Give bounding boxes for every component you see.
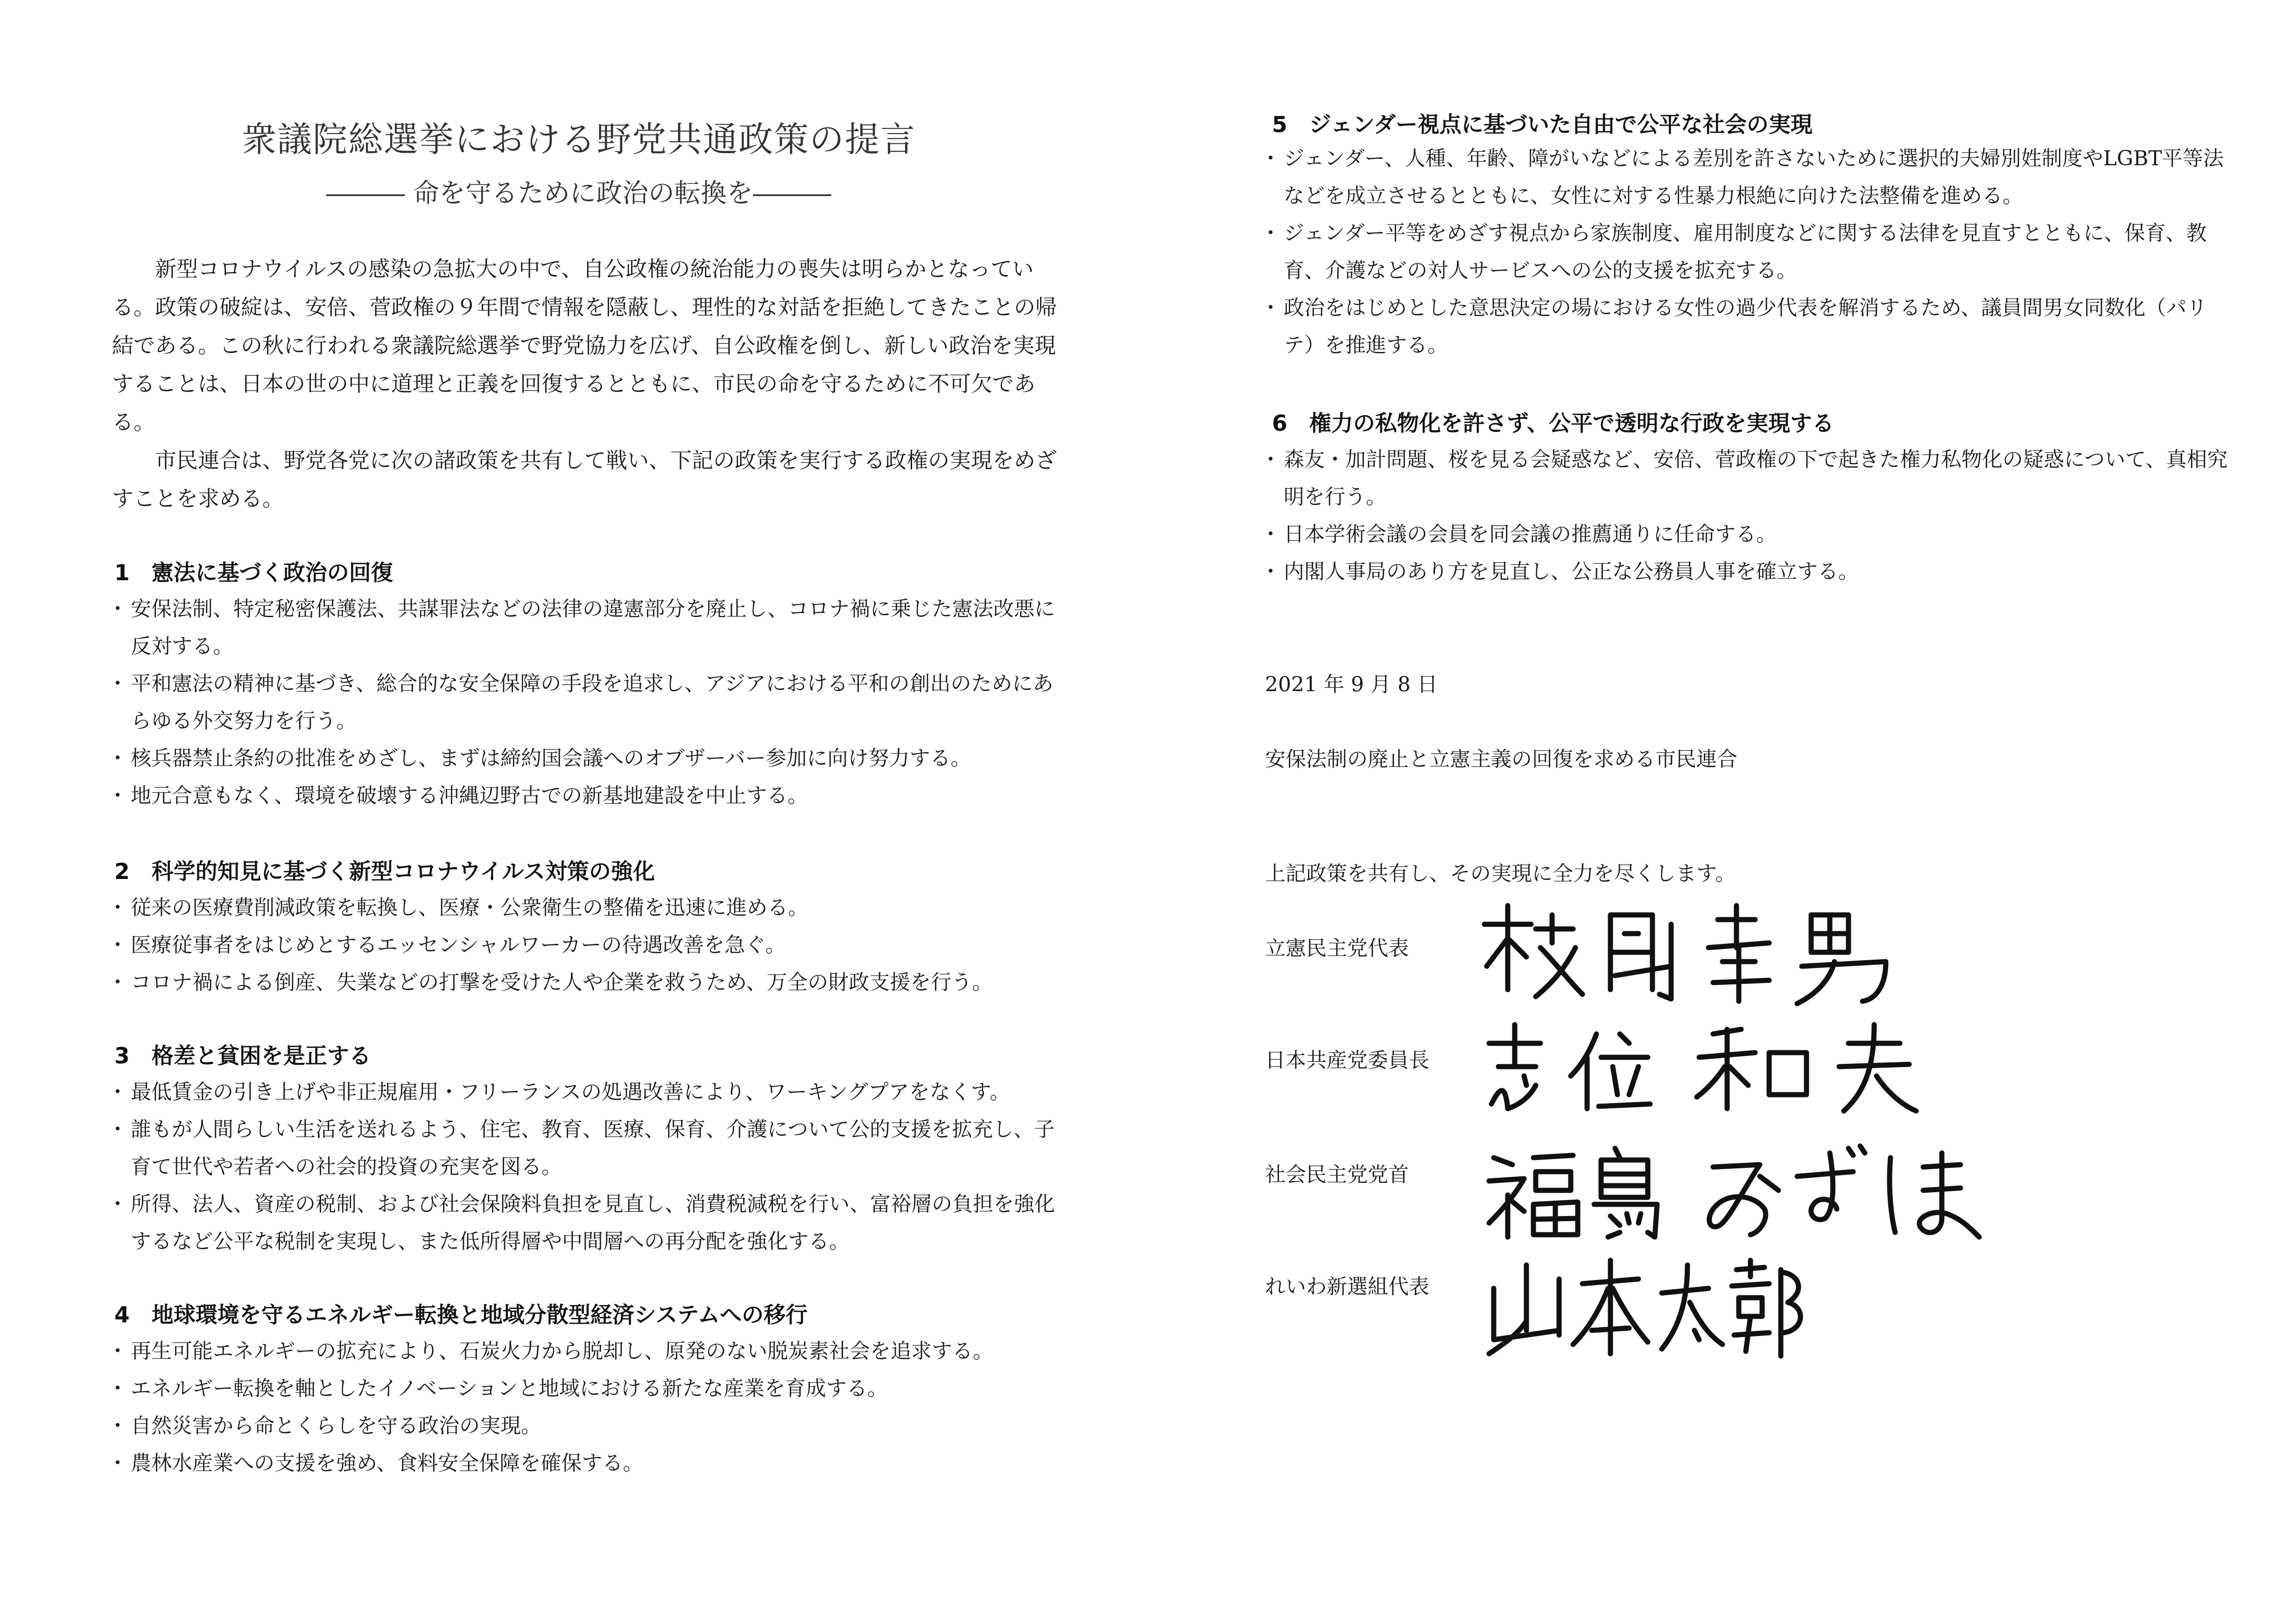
party-label-cdp: 立憲民主党代表: [1265, 936, 1409, 960]
section-4-heading: 4 地球環境を守るエネルギー転換と地域分散型経済システムへの移行: [114, 1302, 808, 1328]
list-item: ・ 自然災害から命とくらしを守る政治の実現。: [107, 1407, 1069, 1445]
signature-edano: [1475, 896, 1933, 1010]
list-item: ・ 農林水産業への支援を強め、食料安全保障を確保する。: [107, 1445, 1069, 1482]
list-item: ・ 日本学術会議の会員を同会議の推薦通りに任命する。: [1260, 516, 2231, 553]
signature-fukushima: [1480, 1139, 2003, 1248]
section-4-list: [107, 1333, 1069, 1482]
list-item: ・ ジェンダー平等をめざす視点から家族制度、雇用制度などに関する法律を見直すとともに、保育、教育、介護などの対人サービスへの公的支援を拡充する。: [1260, 215, 2231, 289]
list-item: ・ 従来の医療費削減政策を転換し、医療・公衆衛生の整備を迅速に進める。: [107, 889, 1069, 927]
intro-paragraph-1: 新型コロナウイルスの感染の急拡大の中で、自公政権の統治能力の喪失は明らかとなっている。政策の破綻は、安倍、菅政権の９年間で情報を隠蔽し、理性的な対話を拒絶してきたことの帰結である。この秋に行われる衆議院総選挙で野党協力を広げ、自公政権を倒し、新しい政治を実現することは、日本の世の中に道理と正義を回復するとともに、市民の命を守るために不可欠である。: [112, 256, 1057, 435]
list-item: ・ 核兵器禁止条約の批准をめざし、まずは締約国会議へのオブザーバー参加に向け努力する。: [107, 740, 1069, 777]
list-item: ・ コロナ禍による倒産、失業などの打撃を受けた人や企業を救うため、万全の財政支援を行う。: [107, 964, 1069, 1001]
list-item: ・ 安保法制、特定秘密保護法、共謀罪法などの法律の違憲部分を廃止し、コロナ禍に乗じた憲法改悪に反対する。: [107, 591, 1069, 665]
section-1-heading: 1 憲法に基づく政治の回復: [114, 560, 393, 586]
party-label-reiwa: れいわ新選組代表: [1265, 1275, 1429, 1299]
list-item: ・ 地元合意もなく、環境を破壊する沖縄辺野古での新基地建設を中止する。: [107, 777, 1069, 815]
section-5-heading: 5 ジェンダー視点に基づいた自由で公平な社会の実現: [1272, 112, 1813, 138]
party-label-sdp: 社会民主党党首: [1265, 1163, 1409, 1187]
endorsement-statement: 上記政策を共有し、その実現に全力を尽くします。: [1265, 862, 1736, 886]
list-item: ・ ジェンダー、人種、年齢、障がいなどによる差別を許さないために選択的夫婦別姓制度やLGBT平等法などを成立させるとともに、女性に対する性暴力根絶に向けた法整備を進める。: [1260, 140, 2231, 215]
list-item: ・ 所得、法人、資産の税制、および社会保険料負担を見直し、消費税減税を行い、富裕層の負担を強化するなど公平な税制を実現し、また低所得層や中間層への再分配を強化する。: [107, 1186, 1069, 1260]
section-5-list: [1260, 140, 2231, 364]
section-3-heading: 3 格差と貧困を是正する: [114, 1043, 371, 1069]
party-label-jcp: 日本共産党委員長: [1265, 1048, 1429, 1072]
section-3-list: [107, 1074, 1069, 1260]
list-item: ・ 最低賃金の引き上げや非正規雇用・フリーランスの処遇改善により、ワーキングプアをなくす。: [107, 1074, 1069, 1111]
section-6-heading: 6 権力の私物化を許さず、公平で透明な行政を実現する: [1272, 411, 1834, 436]
section-2-heading: 2 科学的知見に基づく新型コロナウイルス対策の強化: [114, 859, 655, 885]
section-2-list: [107, 889, 1069, 1001]
signature-yamamoto: [1475, 1251, 1811, 1365]
signature-shii: [1480, 1015, 1947, 1120]
document-subtitle: ――― 命を守るために政治の転換を―――: [326, 178, 831, 209]
organization-name: 安保法制の廃止と立憲主義の回復を求める市民連合: [1265, 747, 1737, 771]
section-6-list: [1260, 441, 2231, 591]
list-item: ・ 再生可能エネルギーの拡充により、石炭火力から脱却し、原発のない脱炭素社会を追求する。: [107, 1333, 1069, 1370]
list-item: ・ 内閣人事局のあり方を見直し、公正な公務員人事を確立する。: [1260, 553, 2231, 591]
list-item: ・ 医療従事者をはじめとするエッセンシャルワーカーの待遇改善を急ぐ。: [107, 927, 1069, 964]
intro-paragraph-2: 市民連合は、野党各党に次の諸政策を共有して戦い、下記の政策を実行する政権の実現をめざすことを求める。: [112, 448, 1057, 511]
section-1-list: [107, 591, 1069, 815]
list-item: ・ エネルギー転換を軸としたイノベーションと地域における新たな産業を育成する。: [107, 1370, 1069, 1407]
list-item: ・ 誰もが人間らしい生活を送れるよう、住宅、教育、医療、保育、介護について公的支援を拡充し、子育て世代や若者への社会的投資の充実を図る。: [107, 1111, 1069, 1186]
list-item: ・ 平和憲法の精神に基づき、総合的な安全保障の手段を追求し、アジアにおける平和の創出のためにあらゆる外交努力を行う。: [107, 665, 1069, 740]
document-date: 2021 年 9 月 8 日: [1265, 673, 1438, 696]
list-item: ・ 森友・加計問題、桜を見る会疑惑など、安倍、菅政権の下で起きた権力私物化の疑惑について、真相究明を行う。: [1260, 441, 2231, 516]
document-title: 衆議院総選挙における野党共通政策の提言: [242, 120, 916, 160]
list-item: ・ 政治をはじめとした意思決定の場における女性の過少代表を解消するため、議員間男女同数化（パリテ）を推進する。: [1260, 289, 2231, 364]
